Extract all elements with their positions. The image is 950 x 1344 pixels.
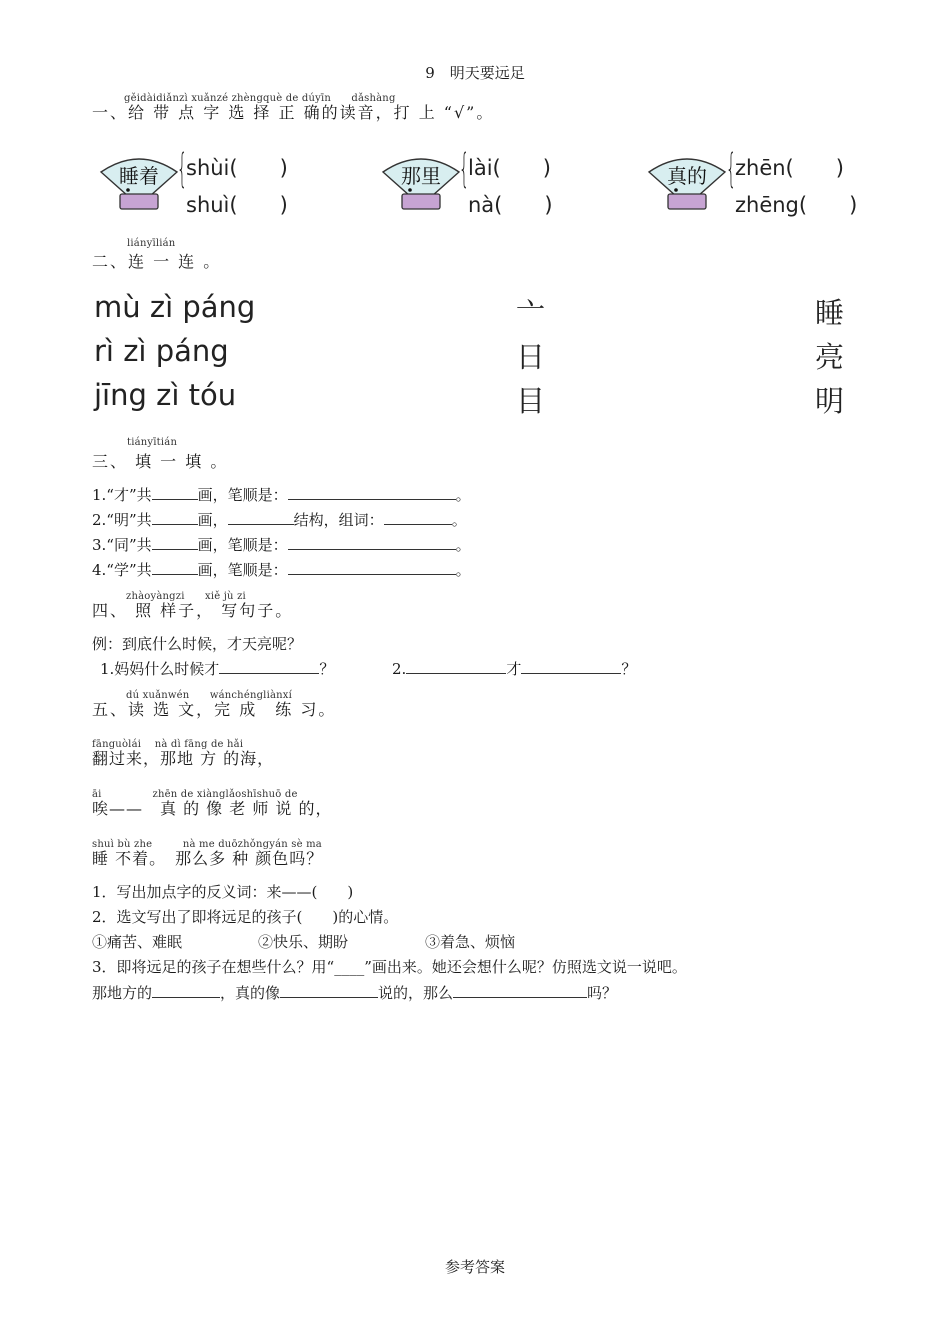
fill-label: ？ [319,660,335,678]
poem-pinyin-2: āi zhēn de xiànglǎoshīshuō de [92,789,298,800]
fill-label: 吗？ [587,984,618,1002]
brace: { [726,146,737,192]
fan-card-3 [646,150,728,212]
example-sentence: 例：到底什么时候，才天亮呢？ [92,635,303,653]
fill-label: 2.“明”共 [92,511,152,529]
blank-field[interactable] [406,660,506,674]
poem-pinyin-3: shuì bù zhe nà me duōzhǒngyán sè ma [92,839,322,850]
fill-label: 画，笔顺是： [197,561,288,579]
imitation-line [92,982,617,1003]
fill-label: 。 [455,536,471,554]
choice-2[interactable]: ②快乐、期盼 [258,933,349,951]
blank-field[interactable] [219,660,319,674]
match-left-1[interactable]: mù zì páng [94,290,256,324]
blank-field[interactable] [288,486,456,500]
brace: { [459,146,470,192]
fill-line-1 [92,484,471,505]
fill-label: 1.妈妈什么时候才 [100,660,220,678]
option-1b: shuì( ) [186,193,288,217]
s2-pinyin: liányīlián [127,238,176,249]
sentence-q1 [100,658,334,679]
fan-icon [646,150,728,212]
fan-icon [98,150,180,212]
answer-key-label: 参考答案 [444,1258,505,1276]
fan-word: 真的 [667,164,707,188]
blank-field[interactable] [384,511,452,525]
match-mid-2[interactable]: 日 [516,340,546,374]
s5-heading: 五、读 选 文，完 成 练 习。 [92,700,337,719]
sentence-q2 [392,658,636,679]
s2-heading: 二、连 一 连 。 [92,252,222,271]
fill-label: 3.“同”共 [92,536,152,554]
blank-field[interactable] [228,511,294,525]
fill-label: 4.“学”共 [92,561,152,579]
fan-word: 那里 [401,164,441,188]
fan-card-1 [98,150,180,212]
blank-field[interactable] [288,561,456,575]
fan-card-2 [380,150,462,212]
fill-line-4 [92,559,471,580]
s5-pinyin: dú xuǎnwén wánchéngliànxí [126,690,293,701]
choice-1[interactable]: ①痛苦、难眠 [92,933,183,951]
fill-label: 1.“才”共 [92,486,152,504]
match-mid-1[interactable]: 亠 [516,296,546,330]
s1-heading: 一、给 带 点 字 选 择 正 确的读音，打 上 “√”。 [92,103,495,122]
match-mid-3[interactable]: 目 [516,384,546,418]
reading-q2: 2．选文写出了即将远足的孩子( )的心情。 [92,908,399,926]
fill-line-2 [92,509,467,530]
fill-label: 结构，组词： [293,511,384,529]
blank-field[interactable] [152,984,220,998]
fan-word: 睡着 [119,164,159,188]
brace: { [177,146,188,192]
blank-field[interactable] [521,660,621,674]
fill-label: 2. [392,660,407,678]
match-right-1[interactable]: 睡 [815,296,845,330]
match-left-2[interactable]: rì zì páng [94,334,229,368]
option-3a: zhēn( ) [735,156,844,180]
s4-pinyin: zhàoyàngzi xiě jù zi [126,591,246,602]
s3-pinyin: tiányītián [127,437,178,448]
blank-field[interactable] [152,486,198,500]
fill-label: 才 [506,660,522,678]
poem-pinyin-1: fānguòlái nà dì fāng de hǎi [92,739,244,750]
worksheet-title: 9 明天要远足 [425,64,525,82]
blank-field[interactable] [152,536,198,550]
poem-line-3: 睡 不着。 那么多 种 颜色吗？ [92,849,324,868]
reading-q3: 3．即将远足的孩子在想些什么？用“____”画出来。她还会想什么呢？仿照选文说一说吧。 [92,958,687,976]
blank-field[interactable] [152,561,198,575]
fill-label: 。 [455,486,471,504]
option-2b: nà( ) [468,193,553,217]
s1-pinyin: gěidàidiǎnzì xuǎnzé zhèngquè de dúyīn dǎshàng [124,93,396,104]
match-right-2[interactable]: 亮 [815,340,845,374]
fill-label: ？ [621,660,637,678]
reading-q1: 1．写出加点字的反义词：来——( ) [92,883,354,901]
poem-line-1: 翻过来，那地 方 的海， [92,749,275,768]
blank-field[interactable] [280,984,378,998]
poem-line-2: 唉—— 真 的 像 老 师 说 的， [92,799,333,818]
fan-icon [380,150,462,212]
option-3b: zhēng( ) [735,193,858,217]
fill-line-3 [92,534,471,555]
fill-label: 那地方的 [92,984,153,1002]
option-1a: shùi( ) [186,156,288,180]
fill-label: 画，笔顺是： [197,486,288,504]
s4-heading: 四、 照 样子， 写句子。 [92,601,294,620]
fill-label: 说的，那么 [378,984,454,1002]
fill-label: ，真的像 [220,984,281,1002]
fill-label: 。 [455,561,471,579]
blank-field[interactable] [152,511,198,525]
fill-label: 画， [197,511,228,529]
option-2a: lài( ) [468,156,551,180]
blank-field[interactable] [288,536,456,550]
match-right-3[interactable]: 明 [815,384,845,418]
fill-label: 画，笔顺是： [197,536,288,554]
fill-label: 。 [451,511,467,529]
blank-field[interactable] [453,984,587,998]
choice-3[interactable]: ③着急、烦恼 [425,933,516,951]
s3-heading: 三、 填 一 填 。 [92,452,229,471]
match-left-3[interactable]: jīng zì tóu [94,378,237,412]
